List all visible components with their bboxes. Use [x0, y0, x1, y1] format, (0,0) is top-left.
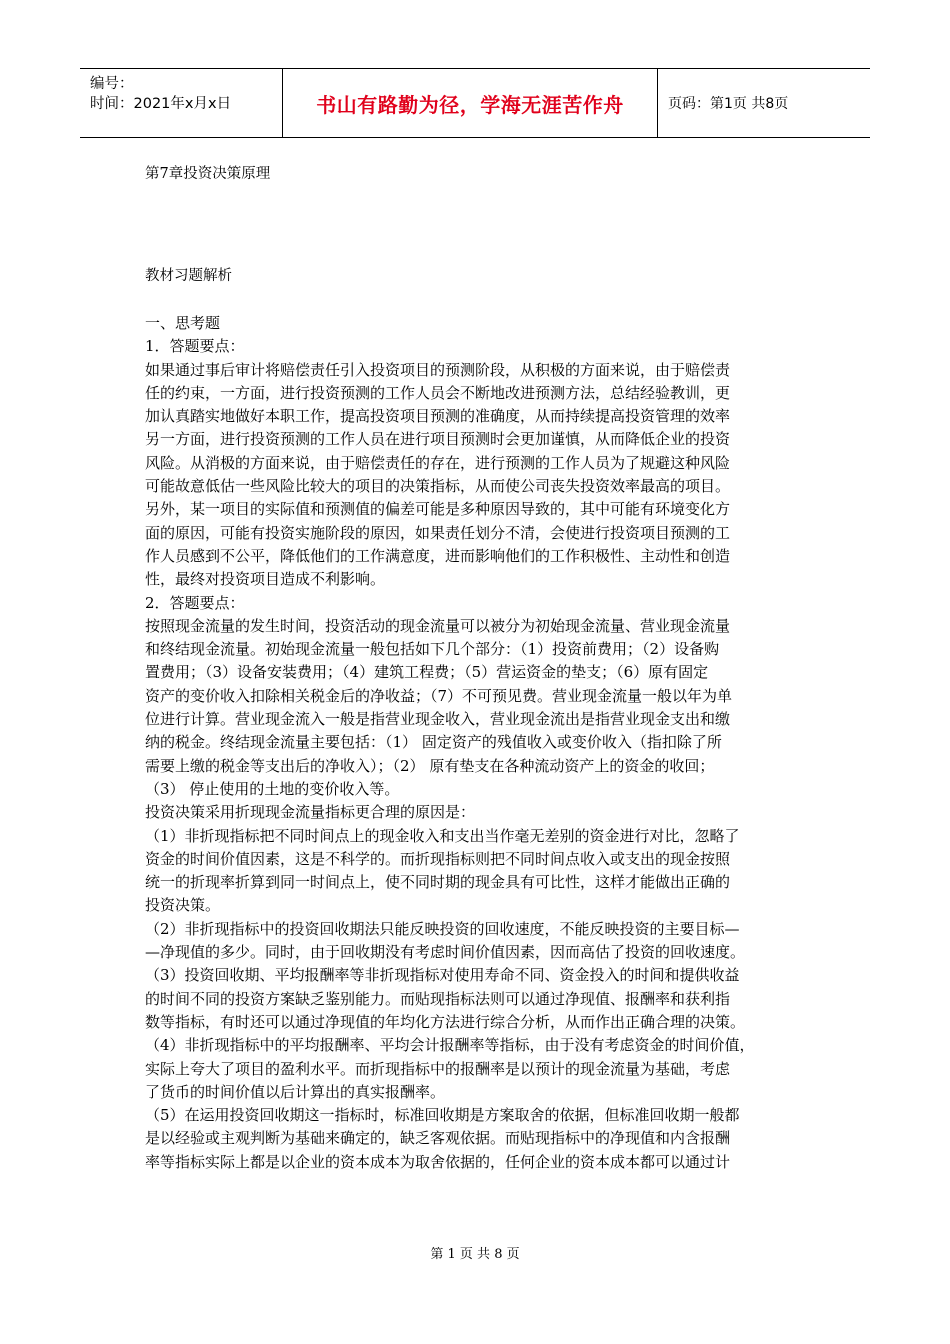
text-line: （4）非折现指标中的平均报酬率、平均会计报酬率等指标，由于没有考虑资金的时间价值， [145, 1036, 755, 1055]
text-line: 的时间不同的投资方案缺乏鉴别能力。而贴现指标法则可以通过净现值、报酬率和获利指 [145, 989, 731, 1008]
text-line: 位进行计算。营业现金流入一般是指营业现金收入，营业现金流出是指营业现金支出和缴 [145, 710, 731, 729]
text-line: 资金的时间价值因素，这是不科学的。而折现指标则把不同时间点收入或支出的现金按照 [145, 849, 731, 868]
text-line: 2．答题要点： [145, 593, 245, 612]
text-line: 实际上夸大了项目的盈利水平。而折现指标中的报酬率是以预计的现金流量为基础，考虑 [145, 1059, 731, 1078]
text-line: 是以经验或主观判断为基础来确定的，缺乏客观依据。而贴现指标中的净现值和内含报酬 [145, 1129, 731, 1148]
text-line: 可能故意低估一些风险比较大的项目的决策指标，从而使公司丧失投资效率最高的项目。 [145, 477, 731, 496]
text-line: 1．答题要点： [145, 337, 245, 356]
text-line: 统一的折现率折算到同一时间点上，使不同时期的现金具有可比性，这样才能做出正确的 [145, 873, 731, 892]
date-label: 时间：2021年x月x日 [90, 96, 232, 112]
chapter-title: 第7章投资决策原理 [145, 166, 271, 182]
text-line: 面的原因，可能有投资实施阶段的原因，如果责任划分不清，会使进行投资项目预测的工 [145, 523, 731, 542]
text-line: 了货币的时间价值以后计算出的真实报酬率。 [145, 1082, 446, 1101]
text-line: 风险。从消极的方面来说，由于赔偿责任的存在，进行预测的工作人员为了规避这种风险 [145, 453, 731, 472]
text-line: 和终结现金流量。初始现金流量一般包括如下几个部分：（1）投资前费用；（2）设备购 [145, 640, 720, 659]
number-label: 编号： [90, 76, 134, 92]
page-label: 页码：第1页 共8页 [668, 96, 789, 112]
text-line: 按照现金流量的发生时间，投资活动的现金流量可以被分为初始现金流量、营业现金流量 [145, 616, 731, 635]
text-line: （1）非折现指标把不同时间点上的现金收入和支出当作毫无差别的资金进行对比，忽略了 [145, 826, 740, 845]
text-line: 作人员感到不公平，降低他们的工作满意度，进而影响他们的工作积极性、主动性和创造 [145, 546, 731, 565]
text-line: （3） 停止使用的土地的变价收入等。 [145, 779, 400, 798]
text-line: 加认真踏实地做好本职工作，提高投资项目预测的准确度，从而持续提高投资管理的效率 [145, 407, 731, 426]
document-body [145, 312, 810, 1174]
text-line: 需要上缴的税金等支出后的净收入）；（2） 原有垫支在各种流动资产上的资金的收回； [145, 756, 715, 775]
text-line: 一、思考题 [145, 314, 221, 332]
text-line: —净现值的多少。同时，由于回收期没有考虑时间价值因素，因而高估了投资的回收速度。 [145, 943, 746, 962]
text-line: 任的约束，一方面，进行投资预测的工作人员会不断地改进预测方法，总结经验教训，更 [145, 383, 731, 402]
text-line: （5）在运用投资回收期这一指标时，标准回收期是方案取舍的依据，但标准回收期一般都 [145, 1106, 740, 1125]
text-line: 投资决策采用折现现金流量指标更合理的原因是： [145, 803, 476, 822]
text-line: 纳的税金。终结现金流量主要包括：（1） 固定资产的残值收入或变价收入（指扣除了所 [145, 733, 722, 752]
text-line: （2）非折现指标中的投资回收期法只能反映投资的回收速度，不能反映投资的主要目标— [145, 919, 740, 938]
header-left-cell [80, 69, 283, 137]
text-line: 如果通过事后审计将赔偿责任引入投资项目的预测阶段，从积极的方面来说，由于赔偿责 [145, 360, 731, 379]
text-line: 置费用；（3）设备安装费用；（4）建筑工程费；（5）营运资金的垫支；（6）原有固定 [145, 663, 709, 682]
motto: 书山有路勤为径，学海无涯苦作舟 [283, 69, 658, 137]
text-line: 另外，某一项目的实际值和预测值的偏差可能是多种原因导致的，其中可能有环境变化方 [145, 500, 731, 519]
text-line: 率等指标实际上都是以企业的资本成本为取舍依据的，任何企业的资本成本都可以通过计 [145, 1152, 731, 1171]
text-line: （3）投资回收期、平均报酬率等非折现指标对使用寿命不同、资金投入的时间和提供收益 [145, 966, 740, 985]
text-line: 性，最终对投资项目造成不利影响。 [145, 570, 386, 589]
text-line: 投资决策。 [145, 896, 221, 915]
page-footer: 第 1 页 共 8 页 [430, 1247, 520, 1262]
text-line: 资产的变价收入扣除相关税金后的净收益；（7）不可预见费。营业现金流量一般以年为单 [145, 686, 733, 705]
page-header [80, 68, 870, 138]
text-line: 数等指标，有时还可以通过净现值的年均化方法进行综合分析，从而作出正确合理的决策。 [145, 1012, 746, 1031]
text-line: 另一方面，进行投资预测的工作人员在进行项目预测时会更加谨慎，从而降低企业的投资 [145, 430, 731, 449]
section-title: 教材习题解析 [145, 268, 232, 284]
